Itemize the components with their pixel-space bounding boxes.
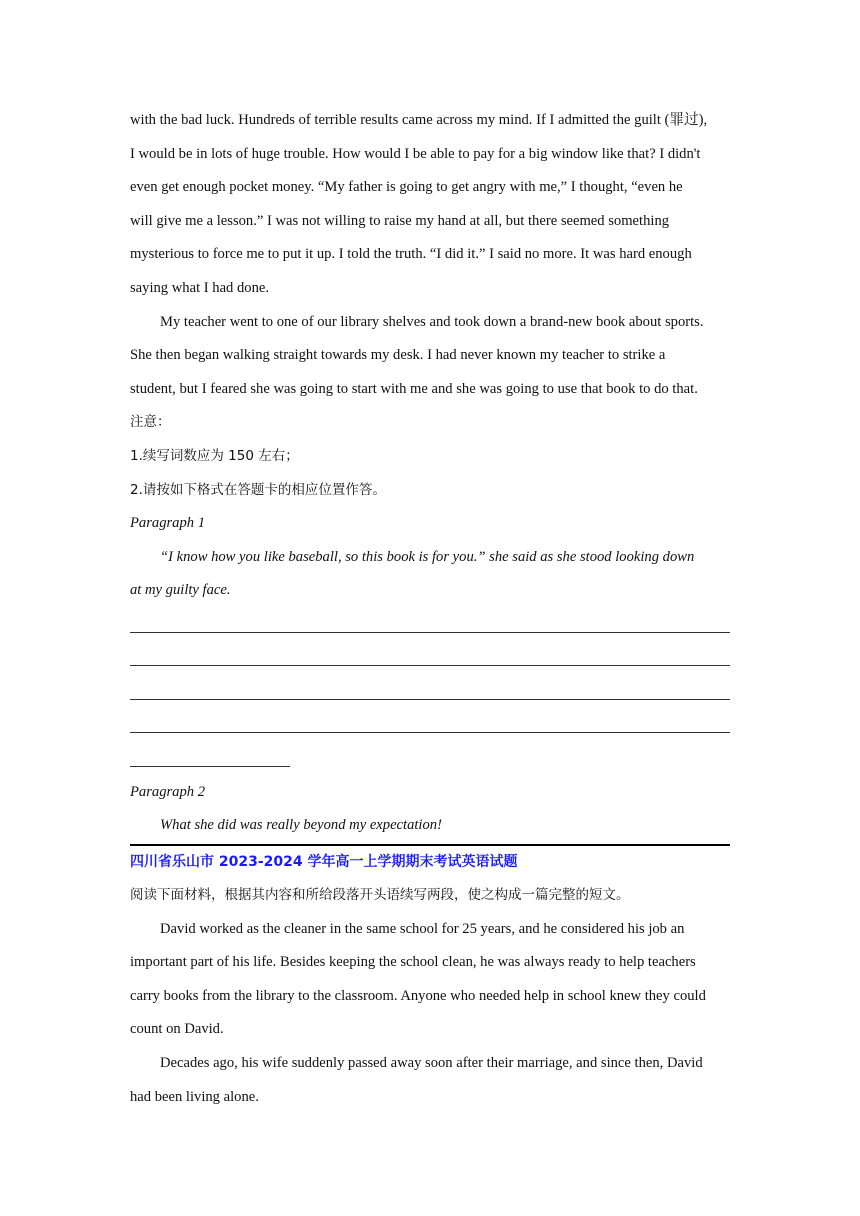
text-line: with the bad luck. Hundreds of terrible results came across my mind. If I admitted the guilt (罪过), [130,112,708,128]
text-line: count on David. [130,1021,224,1038]
note-item: 1.续写词数应为 150 左右； [130,447,299,464]
document-page [130,104,730,1114]
paragraph-1-opening: at my guilty face. [130,582,231,599]
answer-line [130,608,730,642]
text-line: important part of his life. Besides keeping the school clean, he was always ready to help teachers [130,954,696,971]
text-line: carry books from the library to the classroom. Anyone who needed help in school knew they could [130,987,706,1004]
answer-line [130,642,730,676]
text-line: David worked as the cleaner in the same school for 25 years, and he considered his job an [160,920,685,937]
answer-line [130,675,730,709]
text-line: I would be in lots of huge trouble. How would I be able to pay for a big window like that? I didn't [130,145,701,162]
text-line: will give me a lesson.” I was not willing to raise my hand at all, but there seemed something [130,212,670,229]
section-title: 四川省乐山市 2023-2024 学年高一上学期期末考试英语试题 [130,854,518,871]
paragraph-2-label: Paragraph 2 [130,783,205,800]
answer-lines [130,608,730,776]
text-line: She then began walking straight towards my desk. I had never known my teacher to strike a [130,347,666,364]
story-paragraph [130,104,730,306]
text-line: mysterious to force me to put it up. I told the truth. “I did it.” I said no more. It was hard enough [130,246,692,263]
paragraph-2-opening: What she did was really beyond my expectation! [160,817,442,834]
text-line: even get enough pocket money. “My father is going to get angry with me,” I thought, “even he [130,179,683,196]
text-line: Decades ago, his wife suddenly passed away soon after their marriage, and since then, David [160,1055,703,1072]
notes-heading: 注意： [130,414,171,431]
story-paragraph [130,1047,730,1114]
instruction-text: 阅读下面材料，根据其内容和所给段落开头语续写两段，使之构成一篇完整的短文。 [130,887,630,904]
story-paragraph [130,306,730,407]
paragraph-1-label: Paragraph 1 [130,515,205,532]
answer-line [130,742,730,776]
answer-line [130,709,730,743]
text-line: had been living alone. [130,1088,259,1105]
note-item: 2.请按如下格式在答题卡的相应位置作答。 [130,481,386,498]
text-line: saying what I had done. [130,279,270,296]
story-paragraph [130,913,730,1047]
paragraph-1-opening: “I know how you like baseball, so this book is for you.” she said as she stood looking down [160,548,695,565]
text-line: student, but I feared she was going to start with me and she was going to use that book to do that. [130,380,698,397]
text-line: My teacher went to one of our library shelves and took down a brand-new book about sports. [160,313,704,330]
